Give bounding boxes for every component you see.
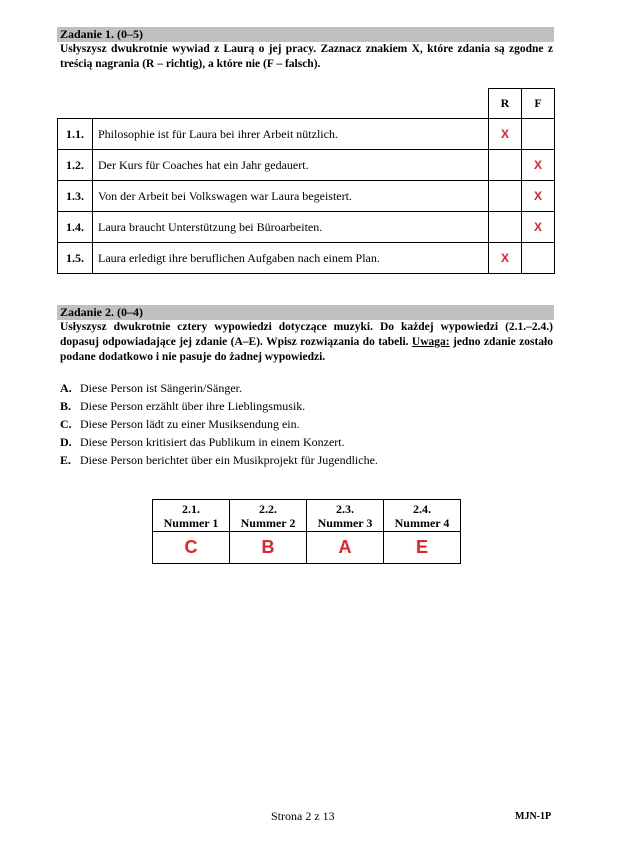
table-row [58, 243, 555, 274]
row-statement: Laura erledigt ihre beruflichen Aufgaben nach einem Plan. [93, 243, 489, 274]
r-cell[interactable] [489, 212, 522, 243]
option-letter: A. [60, 381, 72, 395]
col-f-header: F [522, 89, 555, 119]
note-label: Uwaga: [411, 336, 450, 348]
task2-instruction-block [60, 320, 553, 365]
f-cell[interactable] [522, 119, 555, 150]
task2-instruction: Usłyszysz dwukrotnie cztery wypowiedzi dotyczące muzyki. Do każdej wypowiedzi (2.1.–2.4.) dopasuj odpowiadające jej zdanie (A–E). Wpisz rozwiązania do tabeli. [60, 321, 553, 348]
table-row [58, 150, 555, 181]
answer-header: 2.2. Nummer 2 [230, 500, 307, 532]
list-item [60, 433, 378, 451]
answer-cell[interactable]: E [384, 532, 461, 564]
table-row [58, 119, 555, 150]
answer-cell[interactable]: B [230, 532, 307, 564]
page-number: Strona 2 z 13 [271, 809, 335, 823]
answer-header: 2.1. Nummer 1 [153, 500, 230, 532]
r-cell[interactable]: X [489, 243, 522, 274]
option-text: Diese Person erzählt über ihre Lieblingsmusik. [80, 399, 306, 413]
option-letter: C. [60, 417, 72, 431]
row-statement: Von der Arbeit bei Volkswagen war Laura begeistert. [93, 181, 489, 212]
options-list [60, 379, 378, 469]
option-text: Diese Person ist Sängerin/Sänger. [80, 381, 242, 395]
col-r-header: R [489, 89, 522, 119]
list-item [60, 379, 378, 397]
row-number: 1.5. [58, 243, 93, 274]
f-cell[interactable]: X [522, 212, 555, 243]
f-cell[interactable]: X [522, 181, 555, 212]
table-row [58, 181, 555, 212]
note-text: jedno zdanie zostało podane dodatkowo i nie pasuje do żadnej wypowiedzi. [60, 336, 554, 363]
row-statement: Philosophie ist für Laura bei ihrer Arbeit nützlich. [93, 119, 489, 150]
row-number: 1.4. [58, 212, 93, 243]
list-item [60, 415, 378, 433]
option-text: Diese Person lädt zu einer Musiksendung ein. [80, 417, 300, 431]
task1-header: Zadanie 1. (0–5) [57, 27, 554, 42]
option-text: Diese Person kritisiert das Publikum in einem Konzert. [80, 435, 345, 449]
answer-cell[interactable]: A [307, 532, 384, 564]
answer-table [152, 499, 461, 564]
row-number: 1.1. [58, 119, 93, 150]
option-letter: E. [60, 453, 72, 467]
option-letter: D. [60, 435, 72, 449]
row-statement: Der Kurs für Coaches hat ein Jahr gedauert. [93, 150, 489, 181]
f-cell[interactable]: X [522, 150, 555, 181]
row-number: 1.3. [58, 181, 93, 212]
answer-header: 2.4. Nummer 4 [384, 500, 461, 532]
r-cell[interactable]: X [489, 119, 522, 150]
task2-header: Zadanie 2. (0–4) [57, 305, 554, 320]
task1-table [57, 88, 555, 274]
task1-instruction: Usłyszysz dwukrotnie wywiad z Laurą o jej pracy. Zaznacz znakiem X, które zdania są zgodne z treścią nagrania (R – richtig), a które nie (F – falsch). [60, 43, 553, 70]
r-cell[interactable] [489, 150, 522, 181]
list-item [60, 397, 378, 415]
answer-header: 2.3. Nummer 3 [307, 500, 384, 532]
option-letter: B. [60, 399, 72, 413]
table-row [58, 212, 555, 243]
r-cell[interactable] [489, 181, 522, 212]
exam-code: MJN-1P [515, 811, 552, 822]
row-statement: Laura braucht Unterstützung bei Büroarbeiten. [93, 212, 489, 243]
row-number: 1.2. [58, 150, 93, 181]
option-text: Diese Person berichtet über ein Musikprojekt für Jugendliche. [80, 453, 378, 467]
answer-cell[interactable]: C [153, 532, 230, 564]
f-cell[interactable] [522, 243, 555, 274]
list-item [60, 451, 378, 469]
